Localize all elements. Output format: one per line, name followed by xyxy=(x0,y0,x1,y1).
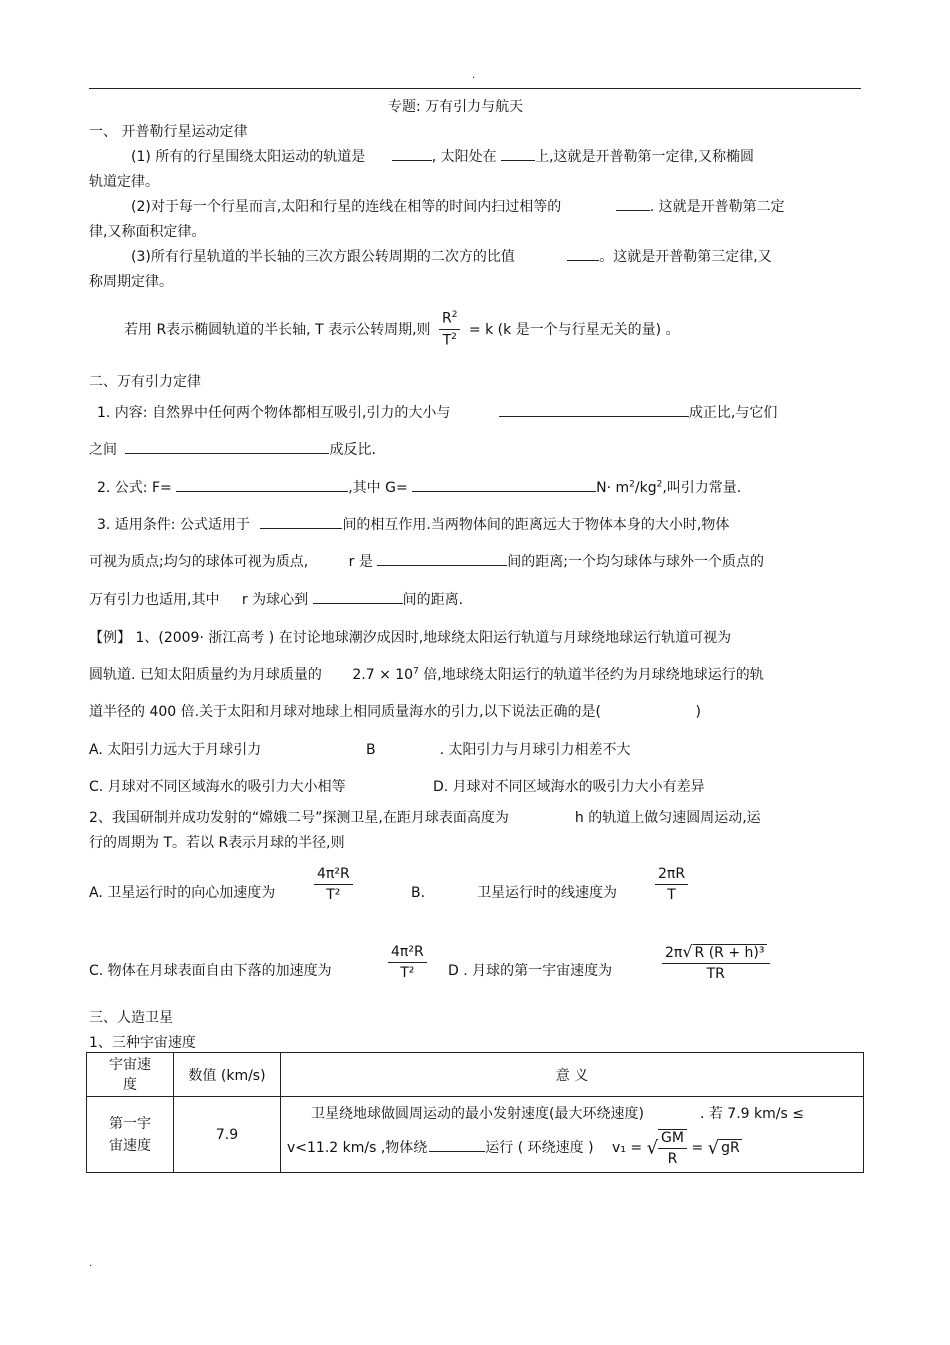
s2-cond-line3: 万有引力也适用,其中 r 为球心到 间的距离. xyxy=(89,589,463,609)
footer-dot: . xyxy=(89,1258,93,1269)
ex2-line2: 行的周期为 T。若以 R表示月球的半径,则 xyxy=(89,835,345,851)
ex1-option-d: D. 月球对不同区域海水的吸引力大小有差异 xyxy=(433,779,705,795)
ex1-line2: 圆轨道. 已知太阳质量约为月球质量的 $2.7 \times 10^7$ 倍,地球绕太阳运行的轨道半径约为月球绕地球运行的轨 xyxy=(89,666,764,683)
ex2-option-a-fraction: $\frac{\text{4π²R}}{\text{T²}}$ xyxy=(310,866,357,903)
ex1-line3: 道半径的 400 倍.关于太阳和月球对地球上相同质量海水的引力,以下说法正确的是( ) xyxy=(89,704,701,720)
s2-cond-line2: 可视为质点;均匀的球体可视为质点, r 是 间的距离;一个均匀球体与球外一个质点的 xyxy=(89,551,764,571)
s1-law1-line: (1) 所有的行星围绕太阳运动的轨道是 , 太阳处在 上,这就是开普勒第一定律,又称椭圆 xyxy=(131,146,754,166)
kepler-fraction: $\frac{R^2}{T^2}$ xyxy=(439,310,460,348)
section1-heading: 一、 开普勒行星运动定律 xyxy=(89,124,248,140)
s1-law2-line: (2)对于每一个行星而言,太阳和行星的连线在相等的时间内扫过相等的 . 这就是开普勒第二定 xyxy=(131,196,785,216)
table-cell: 7.9 xyxy=(174,1097,281,1173)
ex2-option-a: A. 卫星运行时的向心加速度为 xyxy=(89,885,276,901)
s1-formula-line: 若用 R表示椭圆轨道的半长轴, T 表示公转周期,则 $\frac{R^2}{T^2}$ = k (k 是一个与行星无关的量) 。 xyxy=(124,310,680,349)
table-header-cell: 宇宙速度 xyxy=(87,1053,174,1097)
section3-heading: 三、人造卫星 xyxy=(89,1010,173,1026)
table-header-row xyxy=(87,1053,864,1097)
ex2-option-b: B. 卫星运行时的线速度为 xyxy=(411,885,618,901)
cosmic-velocity-table xyxy=(86,1052,864,1173)
table-header-cell: 数值 (km/s) xyxy=(174,1053,281,1097)
ex2-option-b-fraction: $\frac{2\pi R}{T}$ xyxy=(651,866,692,903)
ex2-option-d: D . 月球的第一宇宙速度为 xyxy=(448,963,613,979)
ex2-option-d-fraction: $\frac{\text{2π√ R (R + h)³}}{TR}$ xyxy=(658,942,774,982)
table-row xyxy=(87,1097,864,1173)
s2-cond-line1: 3. 适用条件: 公式适用于 间的相互作用.当两物体间的距离远大于物体本身的大小时,物体 xyxy=(97,514,729,534)
table-cell: 第一宇宙速度 xyxy=(87,1097,174,1173)
ex2-option-c: C. 物体在月球表面自由下落的加速度为 xyxy=(89,963,332,979)
s1-law3-line: (3)所有行星轨道的半长轴的三次方跟公转周期的二次方的比值 。这就是开普勒第三定律,又 xyxy=(131,246,772,266)
s1-law3-cont: 称周期定律。 xyxy=(89,274,173,290)
page-title: 专题: 万有引力与航天 xyxy=(388,99,524,115)
ex1-option-a: A. 太阳引力远大于月球引力 xyxy=(89,742,262,758)
section3-subheading: 1、三种宇宙速度 xyxy=(89,1035,196,1051)
ex1-line1: 【例】 1、(2009· 浙江高考 ) 在讨论地球潮汐成因时,地球绕太阳运行轨道与月球绕地球运行轨道可视为 xyxy=(89,630,732,646)
table-cell: 卫星绕地球做圆周运动的最小发射速度(最大环绕速度) . 若 7.9 km/s ≤ v<11.2 km/s ,物体绕 运行 ( 环绕速度 ) v₁ = √ $\frac{GM}{R}$ = √ gR xyxy=(281,1097,864,1173)
ex1-option-b: B . 太阳引力与月球引力相差不大 xyxy=(366,742,631,758)
header-rule xyxy=(89,88,861,89)
section2-heading: 二、万有引力定律 xyxy=(89,374,201,390)
s2-content-line2: 之间 成反比. xyxy=(89,439,376,459)
s2-formula-line: 2. 公式: F= ,其中 $G= N\cdot m^2/kg^2$,叫引力常量. xyxy=(97,477,741,497)
s1-law2-cont: 律,又称面积定律。 xyxy=(89,224,206,240)
table-header-cell: 意 义 xyxy=(281,1053,864,1097)
s2-content-line1: 1. 内容: 自然界中任何两个物体都相互吸引,引力的大小与 成正比,与它们 xyxy=(97,402,777,422)
s1-law1-cont: 轨道定律。 xyxy=(89,174,159,190)
header-dot: . xyxy=(472,70,476,81)
ex2-option-c-fraction: $\frac{\text{4π²R}}{\text{T²}}$ xyxy=(384,944,431,981)
ex1-option-c: C. 月球对不同区域海水的吸引力大小相等 xyxy=(89,779,346,795)
ex2-line1: 2、我国研制并成功发射的“嫦娥二号”探测卫星,在距月球表面高度为 h 的轨道上做匀速圆周运动,运 xyxy=(89,810,761,826)
